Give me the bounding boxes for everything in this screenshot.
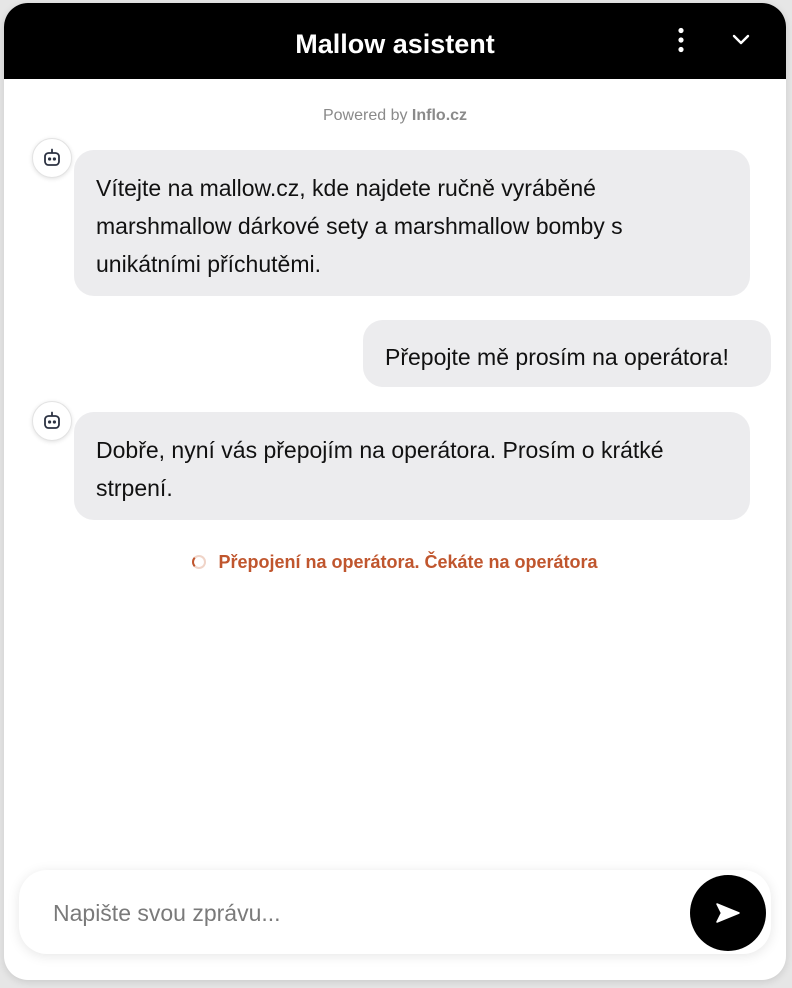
message-input[interactable] bbox=[51, 892, 655, 934]
loading-spinner-icon bbox=[192, 555, 206, 569]
powered-by bbox=[4, 106, 786, 126]
bot-message: Dobře, nyní vás přepojím na operátora. Prosím o krátké strpení. bbox=[74, 412, 750, 520]
robot-icon bbox=[42, 148, 62, 168]
bot-message: Vítejte na mallow.cz, kde najdete ručně vyráběné marshmallow dárkové sety a marshmallow bomby s unikátními příchutěmi. bbox=[74, 150, 750, 296]
chat-widget bbox=[4, 3, 786, 980]
chat-title: Mallow asistent bbox=[295, 29, 495, 59]
bot-avatar bbox=[32, 401, 72, 441]
send-button[interactable] bbox=[690, 875, 766, 951]
message-composer bbox=[19, 870, 771, 954]
user-message: Přepojte mě prosím na operátora! bbox=[363, 320, 771, 387]
powered-by-brand[interactable]: Inflo.cz bbox=[411, 107, 468, 124]
operator-status bbox=[4, 551, 786, 573]
robot-icon bbox=[42, 411, 62, 431]
send-icon bbox=[715, 902, 741, 924]
collapse-button[interactable] bbox=[724, 23, 758, 57]
chat-header bbox=[4, 3, 786, 79]
chevron-down-icon bbox=[732, 34, 750, 46]
kebab-menu-icon bbox=[677, 27, 685, 53]
powered-by-prefix: Powered by bbox=[322, 107, 408, 124]
operator-status-text: Přepojení na operátora. Čekáte na operátora bbox=[218, 552, 598, 572]
menu-button[interactable] bbox=[664, 23, 698, 57]
bot-avatar bbox=[32, 138, 72, 178]
